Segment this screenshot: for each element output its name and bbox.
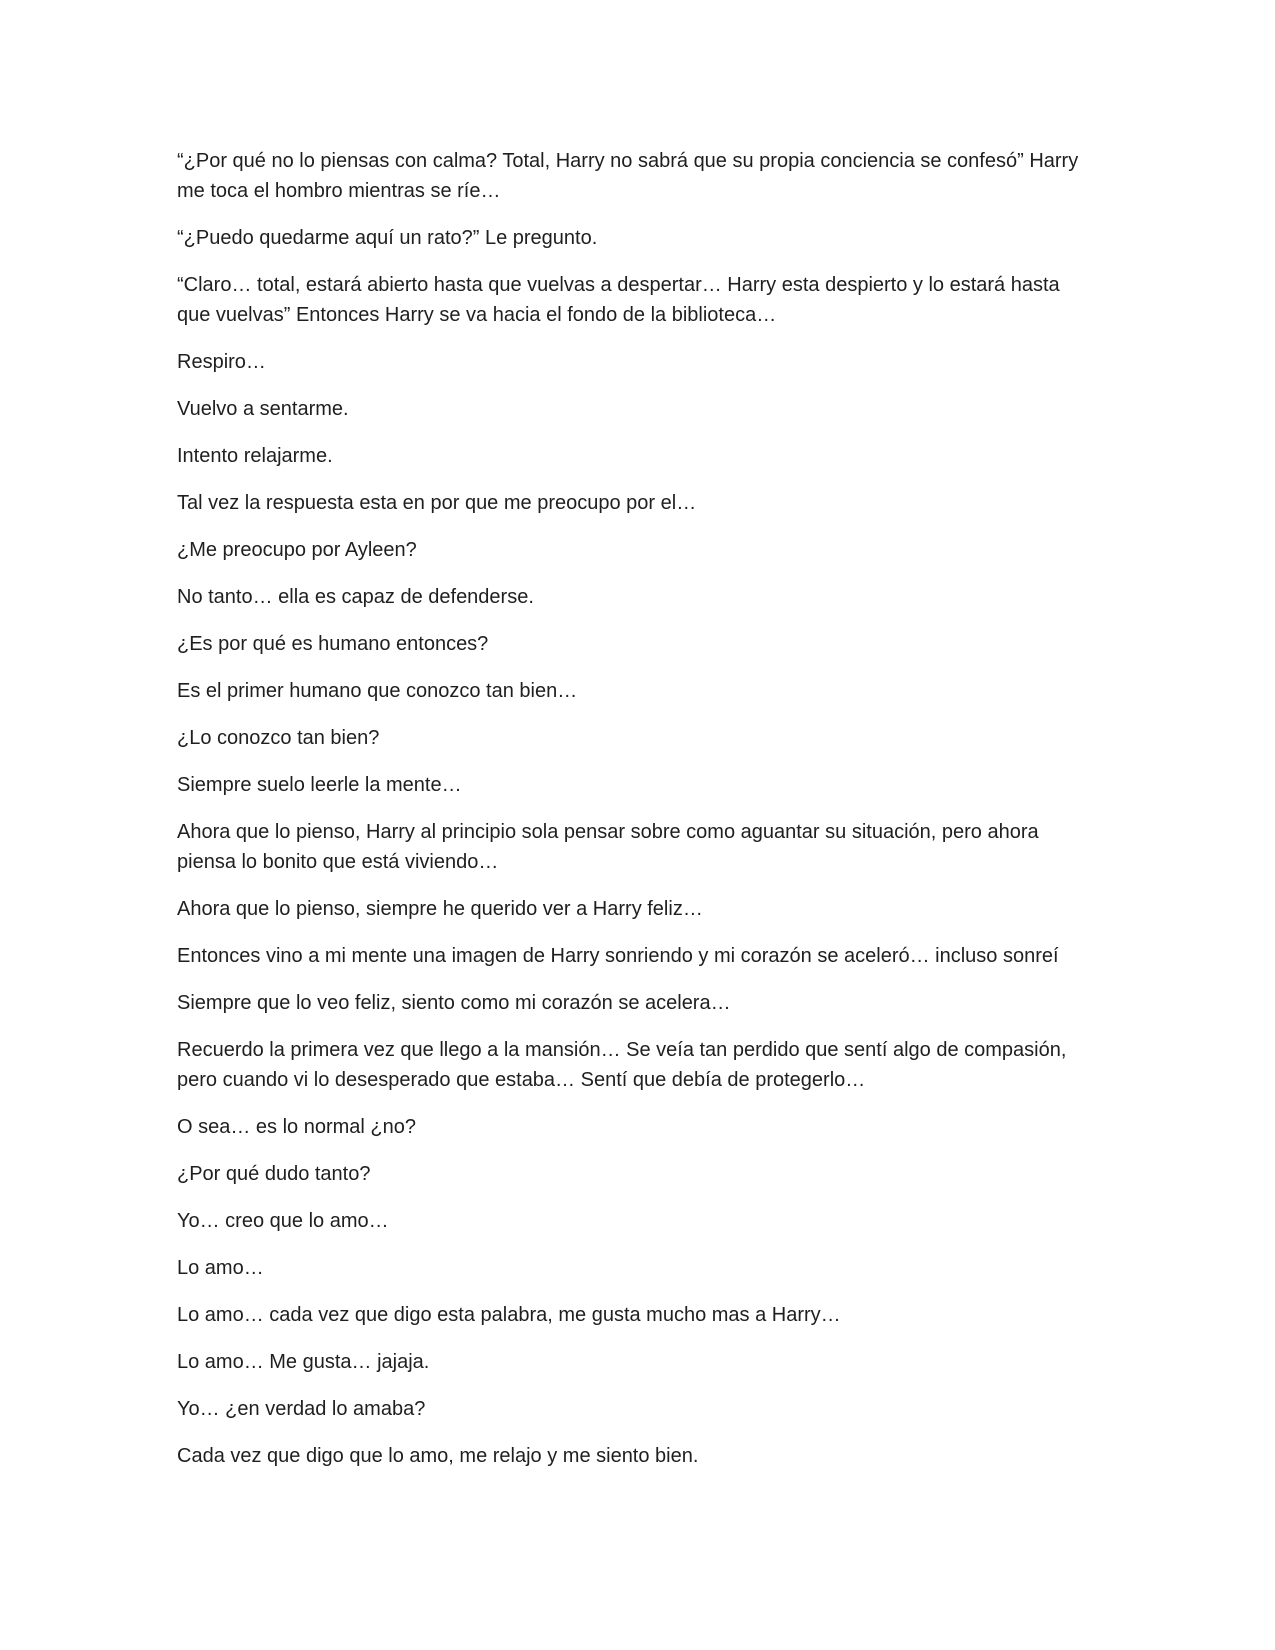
paragraph: “Claro… total, estará abierto hasta que vuelvas a despertar… Harry esta despierto y lo estará hasta que vuelvas” Entonces Harry se va hacia el fondo de la biblioteca… xyxy=(177,274,1060,326)
paragraph: Yo… creo que lo amo… xyxy=(177,1210,389,1232)
paragraph: No tanto… ella es capaz de defenderse. xyxy=(177,586,534,608)
paragraph: Vuelvo a sentarme. xyxy=(177,398,349,420)
paragraph: Tal vez la respuesta esta en por que me preocupo por el… xyxy=(177,492,697,514)
paragraph: Siempre que lo veo feliz, siento como mi corazón se acelera… xyxy=(177,992,731,1014)
document-body xyxy=(177,146,1097,1488)
paragraph: Ahora que lo pienso, siempre he querido ver a Harry feliz… xyxy=(177,898,703,920)
paragraph: Siempre suelo leerle la mente… xyxy=(177,774,462,796)
paragraph: O sea… es lo normal ¿no? xyxy=(177,1116,416,1138)
paragraph: Cada vez que digo que lo amo, me relajo y me siento bien. xyxy=(177,1445,699,1467)
paragraph: Yo… ¿en verdad lo amaba? xyxy=(177,1398,426,1420)
paragraph: Lo amo… xyxy=(177,1257,264,1279)
paragraph: Ahora que lo pienso, Harry al principio sola pensar sobre como aguantar su situación, pero ahora piensa lo bonito que está viviendo… xyxy=(177,821,1039,873)
paragraph: Es el primer humano que conozco tan bien… xyxy=(177,680,578,702)
paragraph: Respiro… xyxy=(177,351,266,373)
paragraph: Lo amo… cada vez que digo esta palabra, me gusta mucho mas a Harry… xyxy=(177,1304,841,1326)
paragraph: ¿Es por qué es humano entonces? xyxy=(177,633,489,655)
paragraph: Intento relajarme. xyxy=(177,445,333,467)
paragraph: Recuerdo la primera vez que llego a la mansión… Se veía tan perdido que sentí algo de compasión, pero cuando vi lo desesperado que estaba… Sentí que debía de protegerlo… xyxy=(177,1039,1067,1091)
paragraph: Lo amo… Me gusta… jajaja. xyxy=(177,1351,430,1373)
paragraph: “¿Por qué no lo piensas con calma? Total, Harry no sabrá que su propia conciencia se confesó” Harry me toca el hombro mientras se ríe… xyxy=(177,150,1079,202)
paragraph: “¿Puedo quedarme aquí un rato?” Le pregunto. xyxy=(177,227,598,249)
paragraph: Entonces vino a mi mente una imagen de Harry sonriendo y mi corazón se aceleró… incluso sonreí xyxy=(177,945,1059,967)
paragraph: ¿Me preocupo por Ayleen? xyxy=(177,539,417,561)
paragraph: ¿Lo conozco tan bien? xyxy=(177,727,380,749)
paragraph: ¿Por qué dudo tanto? xyxy=(177,1163,371,1185)
